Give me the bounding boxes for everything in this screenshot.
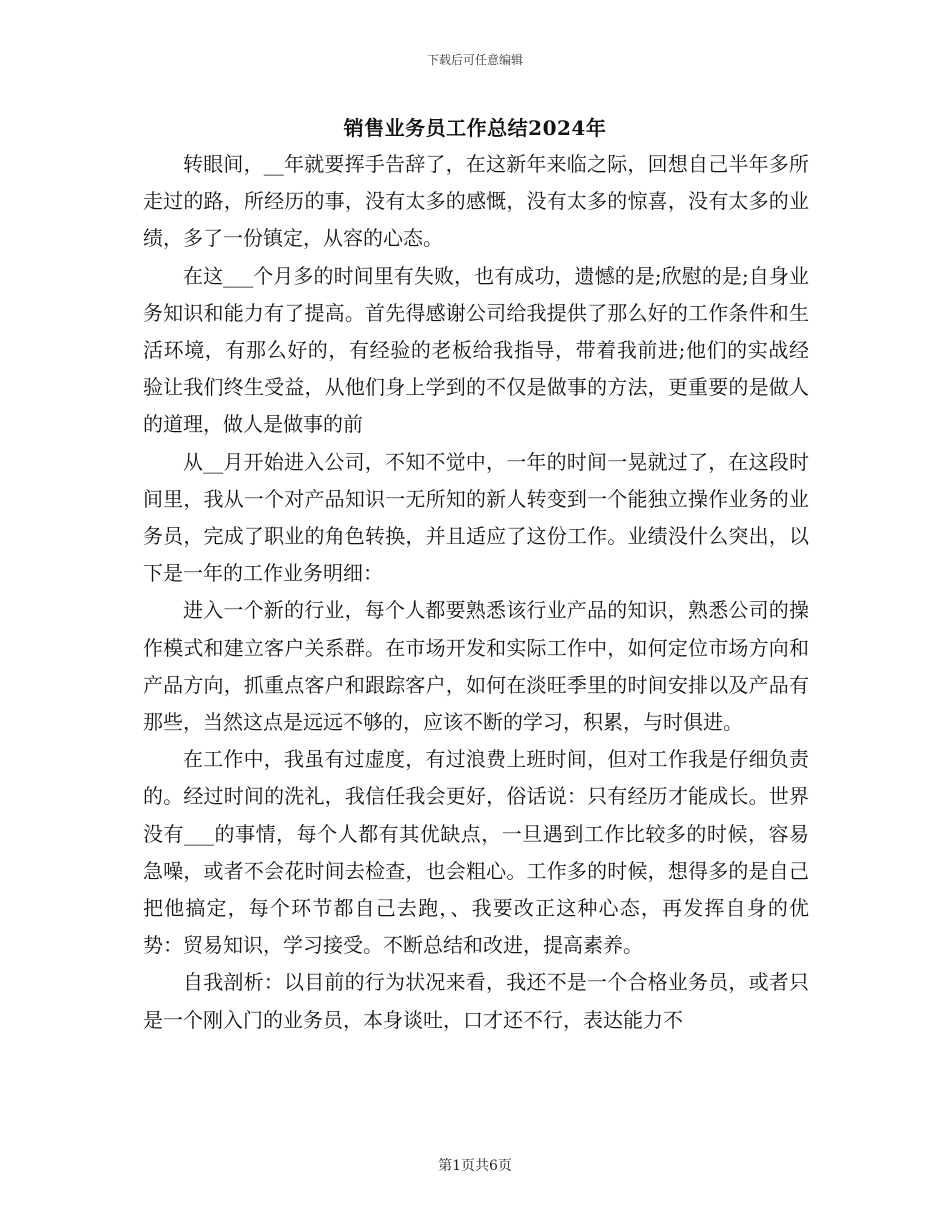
header-note: 下载后可任意编辑 (426, 53, 523, 67)
paragraph: 转眼间，__年就要挥手告辞了，在这新年来临之际，回想自己半年多所走过的路，所经历的事，没有太多的感慨，没有太多的惊喜，没有太多的业绩，多了一份镇定，从容的心态。 (143, 152, 809, 251)
paragraph: 从__月开始进入公司，不知不觉中，一年的时间一晃就过了，在这段时间里，我从一个对产品知识一无所知的新人转变到一个能独立操作业务的业务员，完成了职业的角色转换，并且适应了这份工作。业绩没什么突出，以下是一年的工作业务明细： (143, 449, 809, 586)
document-title: 销售业务员工作总结2024年 (343, 116, 607, 140)
document-body (143, 146, 809, 1039)
paragraph: 在工作中，我虽有过虚度，有过浪费上班时间，但对工作我是仔细负责的。经过时间的洗礼，我信任我会更好，俗话说：只有经历才能成长。世界没有___的事情，每个人都有其优缺点，一旦遇到工作比较多的时候，容易急噪，或者不会花时间去检查，也会粗心。工作多的时候，想得多的是自己把他搞定，每个环节都自己去跑，、我要改正这种心态，再发挥自身的优势：贸易知识，学习接受。不断总结和改进，提高素养。 (143, 747, 809, 958)
paragraph: 在这___个月多的时间里有失败，也有成功，遗憾的是;欣慰的是;自身业务知识和能力有了提高。首先得感谢公司给我提供了那么好的工作条件和生活环境，有那么好的，有经验的老板给我指导，带着我前进;他们的实战经验让我们终生受益，从他们身上学到的不仅是做事的方法，更重要的是做人的道理，做人是做事的前 (143, 263, 809, 437)
page-number: 第1页共6页 (438, 1158, 512, 1174)
paragraph: 自我剖析：以目前的行为状况来看，我还不是一个合格业务员，或者只是一个刚入门的业务员，本身谈吐，口才还不行，表达能力不 (143, 970, 809, 1032)
paragraph: 进入一个新的行业，每个人都要熟悉该行业产品的知识，熟悉公司的操作模式和建立客户关系群。在市场开发和实际工作中，如何定位市场方向和产品方向，抓重点客户和跟踪客户，如何在淡旺季里的时间安排以及产品有那些，当然这点是远远不够的，应该不断的学习，积累，与时俱进。 (143, 598, 809, 735)
